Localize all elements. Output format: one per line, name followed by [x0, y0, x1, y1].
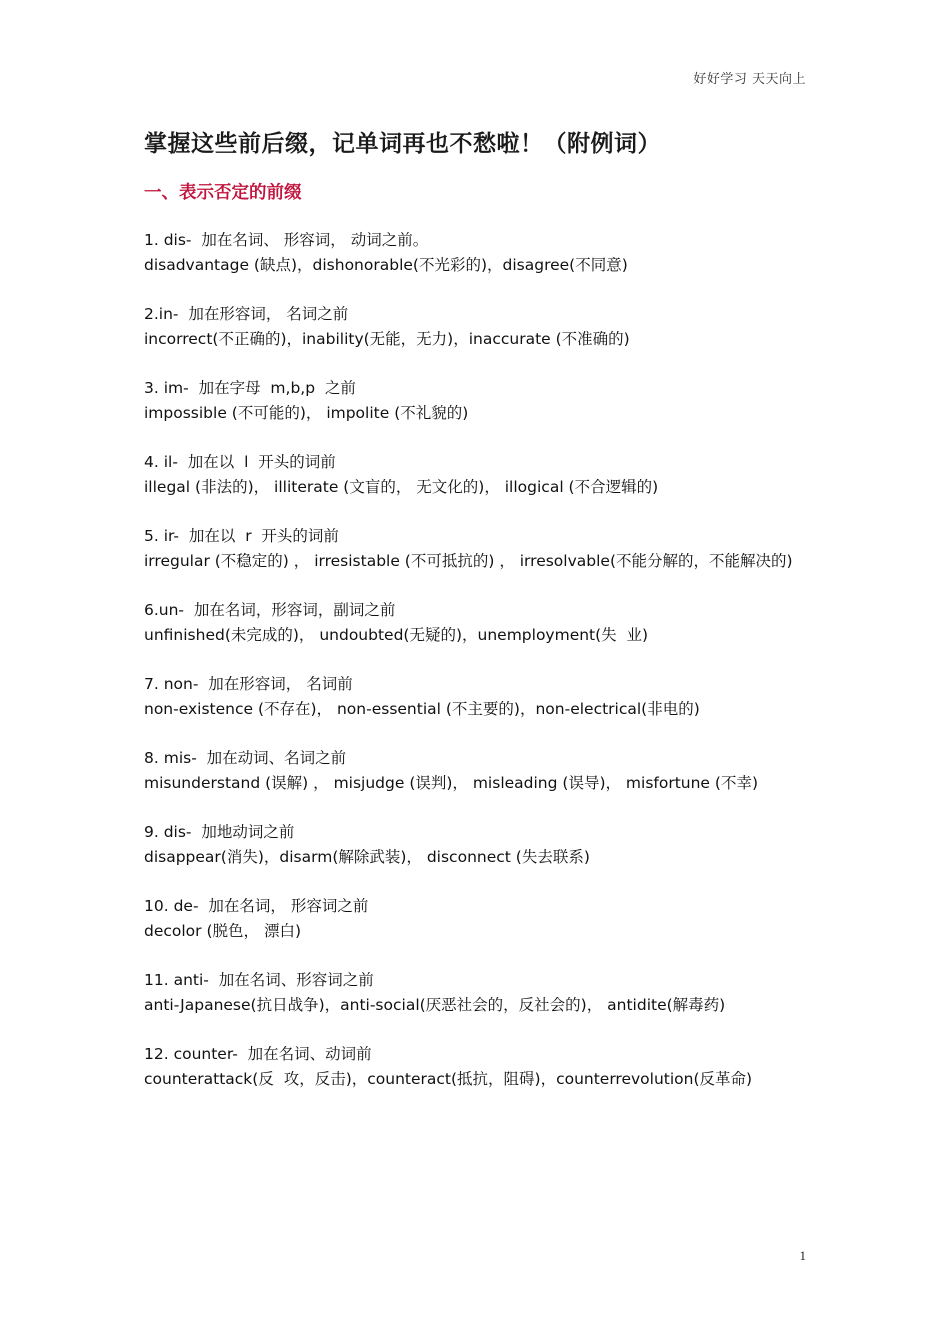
prefix-heading: 7. non- 加在形容词， 名词前 — [144, 675, 353, 693]
section-title: 一、表示否定的前缀 — [144, 183, 302, 203]
prefix-examples: non-existence (不存在)， non-essential (不主要的)，non-electrical(非电的) — [144, 700, 700, 718]
prefix-entry — [144, 894, 806, 944]
prefix-examples: counterattack(反 攻，反击)，counteract(抵抗，阻碍)，counterrevolution(反革命) — [144, 1070, 753, 1088]
prefix-heading: 5. ir- 加在以 r 开头的词前 — [144, 527, 339, 545]
prefix-entry — [144, 376, 806, 426]
prefix-heading: 1. dis- 加在名词、 形容词， 动词之前。 — [144, 231, 429, 249]
page-title: 掌握这些前后缀，记单词再也不愁啦！（附例词） — [144, 131, 661, 157]
prefix-heading: 11. anti- 加在名词、形容词之前 — [144, 971, 374, 989]
prefix-heading: 9. dis- 加地动词之前 — [144, 823, 295, 841]
prefix-heading: 3. im- 加在字母 m,b,p 之前 — [144, 379, 356, 397]
prefix-examples: anti-Japanese(抗日战争)，anti-social(厌恶社会的，反社会的)， antidite(解毒药) — [144, 996, 726, 1014]
prefix-examples: unfinished(未完成的)， undoubted(无疑的)，unemployment(失 业) — [144, 626, 649, 644]
prefix-heading: 12. counter- 加在名词、动词前 — [144, 1045, 372, 1063]
prefix-examples: illegal (非法的)， illiterate (文盲的， 无文化的)， illogical (不合逻辑的) — [144, 478, 659, 496]
prefix-entry — [144, 598, 806, 648]
prefix-entry — [144, 968, 806, 1018]
prefix-examples: misunderstand (误解) ， misjudge (误判)， misleading (误导)， misfortune (不幸) — [144, 774, 758, 792]
header-note: 好好学习 天天向上 — [693, 72, 806, 87]
prefix-examples: decolor (脱色， 漂白) — [144, 922, 301, 940]
prefix-examples: disadvantage (缺点)，dishonorable(不光彩的)，disagree(不同意) — [144, 256, 628, 274]
prefix-heading: 6.un- 加在名词，形容词，副词之前 — [144, 601, 396, 619]
document-body — [144, 126, 806, 1116]
prefix-entry — [144, 228, 806, 278]
prefix-heading: 2.in- 加在形容词， 名词之前 — [144, 305, 349, 323]
prefix-entry — [144, 820, 806, 870]
prefix-heading: 10. de- 加在名词， 形容词之前 — [144, 897, 369, 915]
prefix-entry — [144, 1042, 806, 1092]
prefix-examples: irregular (不稳定的) ， irresistable (不可抵抗的) ， irresolvable(不能分解的，不能解决的) — [144, 552, 793, 570]
prefix-entry — [144, 524, 806, 574]
prefix-examples: incorrect(不正确的)，inability(无能，无力)，inaccurate (不准确的) — [144, 330, 630, 348]
prefix-examples: impossible (不可能的)， impolite (不礼貌的) — [144, 404, 469, 422]
prefix-entry — [144, 746, 806, 796]
prefix-examples: disappear(消失)，disarm(解除武装)， disconnect (失去联系) — [144, 848, 590, 866]
prefix-heading: 8. mis- 加在动词、名词之前 — [144, 749, 347, 767]
prefix-heading: 4. il- 加在以 l 开头的词前 — [144, 453, 336, 471]
prefix-list — [144, 228, 806, 1092]
page-number: 1 — [799, 1248, 806, 1263]
prefix-entry — [144, 302, 806, 352]
prefix-entry — [144, 450, 806, 500]
prefix-entry — [144, 672, 806, 722]
